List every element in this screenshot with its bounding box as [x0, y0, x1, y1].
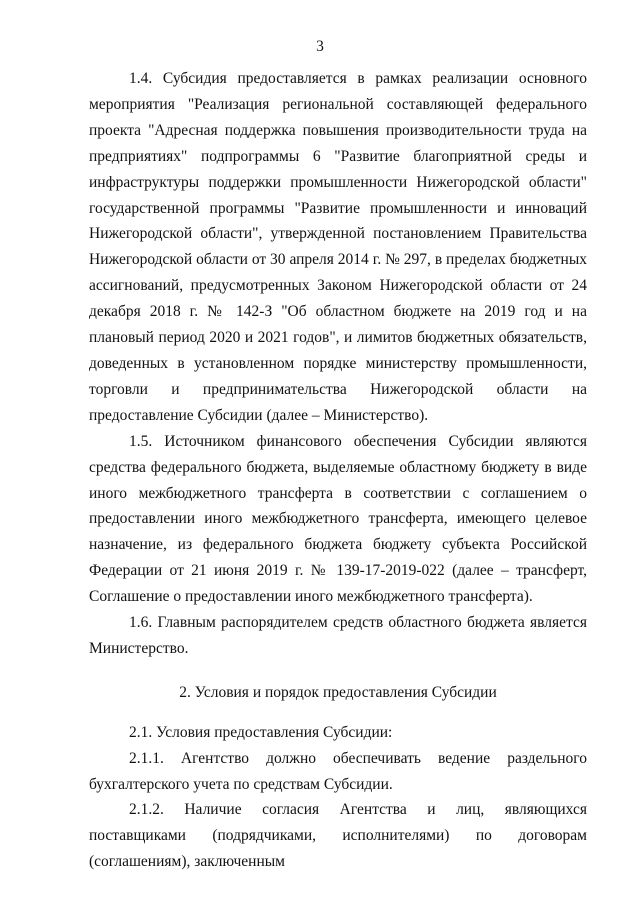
document-body: [89, 66, 587, 875]
paragraph-1-6: 1.6. Главным распорядителем средств областного бюджета является Министерство.: [89, 614, 587, 657]
page-number: 3: [316, 38, 324, 55]
paragraph-1-4: 1.4. Субсидия предоставляется в рамках реализации основного мероприятия "Реализация региональной составляющей федерального проекта "Адресная поддержка повышения производительности труда на предприятиях" подпрограммы 6 "Развитие благоприятной среды и инфраструктуры поддержки промышленности Нижегородской области" государственной программы "Развитие промышленности и инноваций Нижегородской области", утвержденной постановлением Правительства Нижегородской области от 30 апреля 2014 г. № 297, в пределах бюджетных ассигнований, предусмотренных Законом Нижегородской области от 24 декабря 2018 г. № 142-З "Об областном бюджете на 2019 год и на плановый период 2020 и 2021 годов", и лимитов бюджетных обязательств, доведенных в установленном порядке министерству промышленности, торговли и предпринимательства Нижегородской области на предоставление Субсидии (далее – Министерство).: [89, 70, 587, 424]
paragraph-1-5: 1.5. Источником финансового обеспечения Субсидии являются средства федерального бюджета, выделяемые областному бюджету в виде иного межбюджетного трансферта в соответствии с соглашением о предоставлении иного межбюджетного трансферта, имеющего целевое назначение, из федерального бюджета бюджету субъекта Российской Федерации от 21 июня 2019 г. № 139-17-2019-022 (далее – трансферт, Соглашение о предоставлении иного межбюджетного трансферта).: [89, 432, 587, 606]
paragraph-2-1-1: 2.1.1. Агентство должно обеспечивать ведение раздельного бухгалтерского учета по средствам Субсидии.: [89, 749, 587, 793]
section-2-heading: 2. Условия и порядок предоставления Субсидии: [179, 683, 497, 701]
paragraph-2-1-2: 2.1.2. Наличие согласия Агентства и лиц, являющихся поставщиками (подрядчиками, исполнителями) по договорам (соглашениям), заключенным: [89, 801, 587, 871]
paragraph-2-1: 2.1. Условия предоставления Субсидии:: [129, 723, 393, 741]
